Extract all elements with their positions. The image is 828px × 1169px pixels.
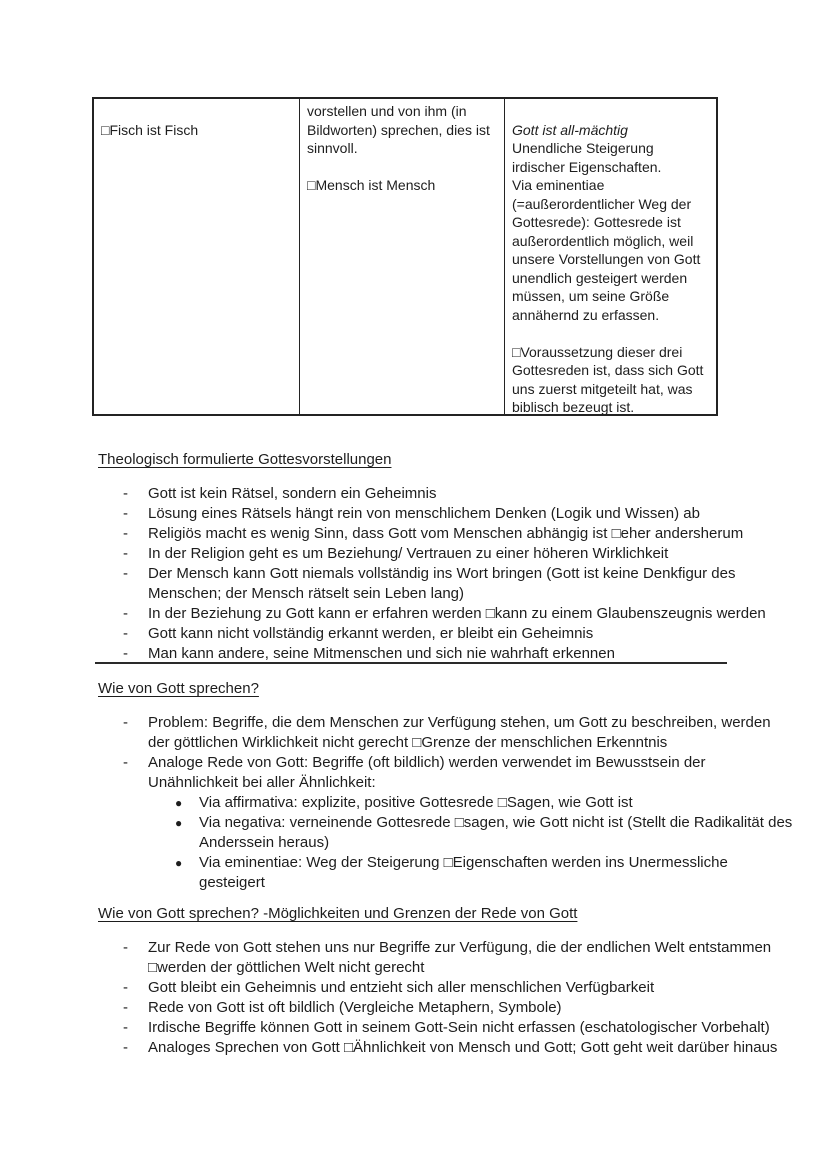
list-item-text: Analoges Sprechen von Gott □Ähnlichkeit von Mensch und Gott; Gott geht weit darüber hinaus xyxy=(148,1039,778,1056)
table-paragraph: □Fisch ist Fisch xyxy=(101,121,199,138)
table-paragraph xyxy=(512,324,710,343)
bullet-dash-marker: - xyxy=(123,979,128,996)
bullet-dash-marker: - xyxy=(123,754,128,771)
list-item xyxy=(98,793,798,813)
table-paragraph: □Voraussetzung dieser drei Gottesreden ist, dass sich Gott uns zuerst mitgeteilt hat, was biblisch bezeugt ist. xyxy=(512,343,704,414)
list-item xyxy=(98,753,798,793)
list-item-text: Gott ist kein Rätsel, sondern ein Geheimnis xyxy=(148,485,437,502)
bullet-dash-marker: - xyxy=(123,545,128,562)
list-item xyxy=(98,604,798,624)
table-paragraph: vorstellen und von ihm (in Bildworten) sprechen, dies ist sinnvoll. xyxy=(307,103,490,156)
bullet-dash-marker: - xyxy=(123,1019,128,1036)
bullet-dash-marker: - xyxy=(123,565,128,582)
list-item xyxy=(98,938,798,978)
section-heading: Wie von Gott sprechen? xyxy=(98,680,259,697)
list-item xyxy=(98,713,798,753)
list-item xyxy=(98,813,798,853)
bullet-dash-marker: - xyxy=(123,525,128,542)
section-theologische-gottesvorstellungen xyxy=(98,450,798,664)
list-item-text: Via eminentiae: Weg der Steigerung □Eigenschaften werden ins Unermessliche gesteigert xyxy=(199,854,728,891)
list-item-text: Zur Rede von Gott stehen uns nur Begriffe zur Verfügung, die der endlichen Welt entstammen □werden der göttlichen Welt nicht gerecht xyxy=(148,939,772,976)
table-cell xyxy=(300,99,505,414)
list-item-text: Irdische Begriffe können Gott in seinem Gott-Sein nicht erfassen (eschatologischer Vorbehalt) xyxy=(148,1019,770,1036)
table-paragraph: Via eminentiae (=außerordentlicher Weg der Gottesrede): Gottesrede ist außerordentlich möglich, weil unsere Vorstellungen von Gott unendlich gesteigert werden müssen, um seine Größe annähernd zu erfassen. xyxy=(512,177,701,323)
list-item xyxy=(98,644,798,664)
bullet-dot-marker: ● xyxy=(175,796,183,810)
bullet-dot-marker: ● xyxy=(175,816,183,830)
list-item-text: Analoge Rede von Gott: Begriffe (oft bildlich) werden verwendet im Bewusstsein der Unähnlichkeit bei aller Ähnlichkeit: xyxy=(148,754,706,791)
list-item-text: Der Mensch kann Gott niemals vollständig ins Wort bringen (Gott ist keine Denkfigur des Menschen; der Mensch rätselt sein Leben lang) xyxy=(148,565,736,602)
list-item-text: Via negativa: verneinende Gottesrede □sagen, wie Gott nicht ist (Stellt die Radikalität des Anderssein heraus) xyxy=(199,814,793,851)
list-item-text: Gott bleibt ein Geheimnis und entzieht sich aller menschlichen Verfügbarkeit xyxy=(148,979,655,996)
list-item xyxy=(98,504,798,524)
list-item xyxy=(98,524,798,544)
list-item-text: Man kann andere, seine Mitmenschen und sich nie wahrhaft erkennen xyxy=(148,645,615,662)
list-item xyxy=(98,1038,798,1058)
bullet-list xyxy=(98,484,798,664)
list-item xyxy=(98,998,798,1018)
list-item-text: Religiös macht es wenig Sinn, dass Gott vom Menschen abhängig ist □eher andersherum xyxy=(148,525,744,542)
list-item xyxy=(98,564,798,604)
list-item-text: Gott kann nicht vollständig erkannt werden, er bleibt ein Geheimnis xyxy=(148,625,594,642)
bullet-list xyxy=(98,713,798,893)
bullet-dash-marker: - xyxy=(123,714,128,731)
table-paragraph: □Mensch ist Mensch xyxy=(307,177,436,193)
section-heading: Theologisch formulierte Gottesvorstellungen xyxy=(98,451,392,468)
bullet-dash-marker: - xyxy=(123,645,128,662)
list-item-text: In der Beziehung zu Gott kann er erfahren werden □kann zu einem Glaubenszeugnis werden xyxy=(148,605,766,622)
list-item xyxy=(98,853,798,893)
table-paragraph xyxy=(512,102,710,121)
list-item xyxy=(98,484,798,504)
bullet-dot-marker: ● xyxy=(175,856,183,870)
list-item-text: Via affirmativa: explizite, positive Gottesrede □Sagen, wie Gott ist xyxy=(199,794,633,811)
table-paragraph xyxy=(101,102,293,121)
list-item xyxy=(98,624,798,644)
list-item xyxy=(98,1018,798,1038)
bullet-dash-marker: - xyxy=(123,605,128,622)
table-paragraph: Unendliche Steigerung irdischer Eigenschaften. xyxy=(512,140,662,175)
table-cell xyxy=(94,99,300,414)
table-paragraph xyxy=(307,158,498,177)
notes-table xyxy=(92,97,718,416)
section-moeglichkeiten-und-grenzen xyxy=(98,904,798,1058)
list-item-text: In der Religion geht es um Beziehung/ Vertrauen zu einer höheren Wirklichkeit xyxy=(148,545,669,562)
bullet-dash-marker: - xyxy=(123,939,128,956)
list-item-text: Rede von Gott ist oft bildlich (Vergleiche Metaphern, Symbole) xyxy=(148,999,562,1016)
bullet-dash-marker: - xyxy=(123,505,128,522)
bullet-dash-marker: - xyxy=(123,999,128,1016)
bullet-dash-marker: - xyxy=(123,1039,128,1056)
table-cell xyxy=(505,99,716,414)
bullet-list xyxy=(98,938,798,1058)
divider-rule xyxy=(95,662,727,664)
list-item-text: Problem: Begriffe, die dem Menschen zur Verfügung stehen, um Gott zu beschreiben, werden der göttlichen Wirklichkeit nicht gerecht □Grenze der menschlichen Erkenntnis xyxy=(148,714,771,751)
bullet-dash-marker: - xyxy=(123,485,128,502)
table-paragraph: Gott ist all-mächtig xyxy=(512,121,628,138)
list-item xyxy=(98,544,798,564)
section-wie-von-gott-sprechen xyxy=(98,679,798,893)
section-heading: Wie von Gott sprechen? -Möglichkeiten und Grenzen der Rede von Gott xyxy=(98,905,578,922)
list-item-text: Lösung eines Rätsels hängt rein von menschlichem Denken (Logik und Wissen) ab xyxy=(148,505,700,522)
bullet-dash-marker: - xyxy=(123,625,128,642)
list-item xyxy=(98,978,798,998)
